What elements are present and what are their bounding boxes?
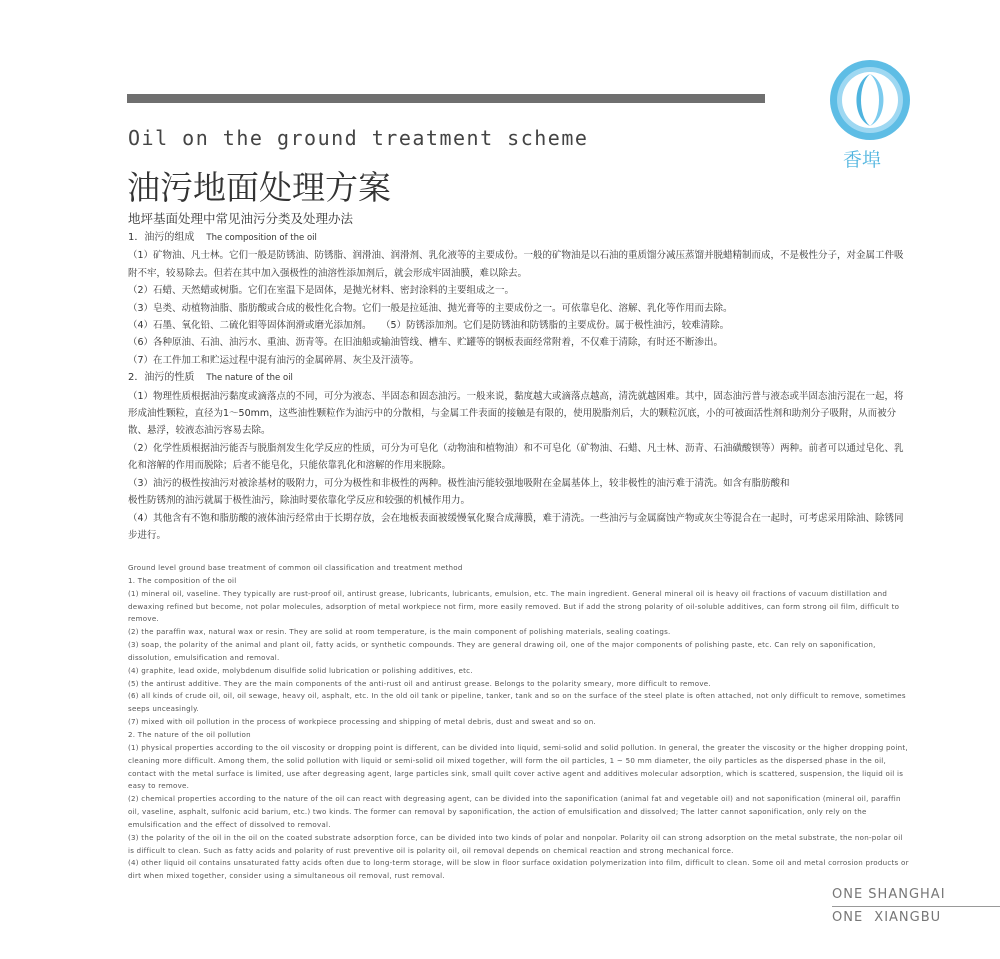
paragraph: （1）矿物油、凡士林。它们一般是防锈油、防锈脂、润滑油、润滑剂、乳化液等的主要成份。一般的矿物油是以石油的重质馏分减压蒸馏并脱蜡精制而成，不是极性分子，对金属工件吸附不牢，较易除去。但若在其中加入强极性的油溶性添加剂后，就会形成牢固油膜，难以除去。 <box>128 250 904 279</box>
circle-logo-icon <box>830 60 910 140</box>
footer-line-2: ONE XIANGBU <box>832 910 942 925</box>
english-body <box>128 562 910 883</box>
paragraph: Ground level ground base treatment of common oil classification and treatment method <box>128 563 463 572</box>
paragraph: (4) graphite, lead oxide, molybdenum disulfide solid lubrication or polishing additives, etc. <box>128 665 473 675</box>
paragraph: (5) the antirust additive. They are the main components of the anti-rust oil and antirust grease. Belongs to the polarity smeary, more difficult to remove. <box>128 678 711 688</box>
paragraph: （3）油污的极性按油污对被涂基材的吸附力，可分为极性和非极性的两种。极性油污能较强地吸附在金属基体上，较非极性的油污难于清洗。如含有脂肪酸和 <box>128 477 790 489</box>
paragraph: （4）石墨、氧化铅、二硫化钼等固体润滑或磨光添加剂。 （5）防锈添加剂。它们是防锈油和防锈脂的主要成份。属于极性油污，较难清除。 <box>128 320 730 332</box>
paragraph: (3) the polarity of the oil in the oil on the coated substrate adsorption force, can be divided into two kinds of polar and nonpolar. Polarity oil can strong adsorption on the metal substrate, the non-polar oil is difficult to clean. Such as fatty acids and polarity of rust preventive oil is polarity oil, oil removal depends on chemical reaction and strong mechanical force. <box>128 832 903 855</box>
paragraph: (1) physical properties according to the oil viscosity or dropping point is different, can be divided into liquid, semi-solid and solid pollution. In general, the greater the viscosity or the higher dropping point, cleaning more difficult. Among them, the solid pollution with liquid or semi-solid oil mixed together, will form the oil particles, 1 ~ 50 mm diameter, the oily particles as the dispersed phase in the oil, contact with the metal surface is limited, use after degreasing agent, large particles sink, small quilt cover active agent and additives molecular adsorption, which is scattered, suspension, the liquid oil is easy to remove. <box>128 742 908 791</box>
page-title-en: Oil on the ground treatment scheme <box>128 126 589 150</box>
footer-divider <box>832 906 1000 907</box>
paragraph: （7）在工件加工和贮运过程中混有油污的金属碎屑、灰尘及汗渍等。 <box>128 354 420 366</box>
paragraph: (6) all kinds of crude oil, oil, oil sewage, heavy oil, asphalt, etc. In the old oil tank or pipeline, tanker, tank and so on the surface of the steel plate is often attached, not only difficult to remove, sometimes seeps unceasingly. <box>128 691 906 714</box>
section-heading: 1．油污的组成 The composition of the oil <box>128 232 317 243</box>
paragraph: 2. The nature of the oil pollution <box>128 729 251 739</box>
paragraph: 1. The composition of the oil <box>128 575 237 585</box>
paragraph: （2）石蜡、天然蜡或树脂。它们在室温下是固体，是抛光材料、密封涂料的主要组成之一。 <box>128 285 515 297</box>
header-bar <box>127 94 765 103</box>
paragraph: （3）皂类、动植物油脂、脂肪酸或合成的极性化合物。它们一般是拉延油、抛光膏等的主要成份之一。可依靠皂化、溶解、乳化等作用而去除。 <box>128 302 733 314</box>
paragraph: (2) chemical properties according to the nature of the oil can react with degreasing agent, can be divided into the saponification (animal fat and vegetable oil) and not saponification (mineral oil, paraffin oil, vaseline, asphalt, sulfonic acid barium, etc.) two kinds. The former can removal by saponification, the action of emulsification and dissolved; The latter cannot saponification, only rely on the emulsification and the effect of dissolved to removal. <box>128 794 901 829</box>
page-subtitle: 地坪基面处理中常见油污分类及处理办法 <box>128 211 354 226</box>
paragraph: （1）物理性质根据油污黏度或滴落点的不同，可分为液态、半固态和固态油污。一般来说，黏度越大或滴落点越高，清洗就越困难。其中，固态油污普与液态或半固态油污混在一起，将形成油性颗粒，直径为1～50mm，这些油性颗粒作为油污中的分散相，与金属工件表面的接触是有限的，使用脱脂剂后，大的颗粒沉底，小的可被面活性剂和助剂分子吸附，从而被分散、悬浮，较液态油污容易去除。 <box>128 390 904 437</box>
page-title: 油污地面处理方案 <box>127 168 391 207</box>
section-heading: 2．油污的性质 The nature of the oil <box>128 372 293 384</box>
paragraph: （2）化学性质根据油污能否与脱脂剂发生化学反应的性质，可分为可皂化（动物油和植物油）和不可皂化（矿物油、石蜡、凡士林、沥青、石油磺酸钡等）两种。前者可以通过皂化、乳化和溶解的作用而脱除；后者不能皂化，只能依靠乳化和溶解的作用来脱除。 <box>128 442 904 472</box>
chinese-body <box>128 229 910 544</box>
paragraph: (7) mixed with oil pollution in the process of workpiece processing and shipping of metal debris, dust and sweat and so on. <box>128 717 596 727</box>
paragraph: (3) soap, the polarity of the animal and plant oil, fatty acids, or synthetic compounds. They are general drawing oil, one of the major components of polishing paste, etc. Can rely on saponification, dissolution, emulsification and removal. <box>128 640 876 662</box>
paragraph: 极性防锈剂的油污就属于极性油污，除油时要依靠化学反应和较强的机械作用力。 <box>128 495 471 507</box>
paragraph: (2) the paraffin wax, natural wax or resin. They are solid at room temperature, is the main component of polishing materials, sealing coatings. <box>128 627 671 637</box>
paragraph: (4) other liquid oil contains unsaturated fatty acids often due to long-term storage, will be slow in floor surface oxidation polymerization into film, difficult to clean. Some oil and metal corrosion products or dirt when mixed together, consider using a simultaneous oil removal, rust removal. <box>128 858 909 881</box>
paragraph: （6）各种原油、石油、油污水、重油、沥青等。在旧油船或输油管线、槽车、贮罐等的钢板表面经常附着，不仅难于清除，有时还不断渗出。 <box>128 337 724 349</box>
paragraph: (1) mineral oil, vaseline. They typically are rust-proof oil, antirust grease, lubricants, lubricants, emulsion, etc. The main ingredient. General mineral oil is heavy oil fractions of vacuum distillation and dewaxing refined but become, not polar molecules, adsorption of metal workpiece not firm, more easily removed. But if add the strong polarity of oil-soluble additives, can form strong oil film, difficult to remove. <box>128 588 900 624</box>
brand-name: 香埠 <box>843 149 882 171</box>
paragraph: （4）其他含有不饱和脂肪酸的液体油污经常由于长期存放，会在地板表面被缓慢氧化聚合成薄膜，难于清洗。一些油污与金属腐蚀产物或灰尘等混合在一起时，可考虑采用除油、除锈同步进行。 <box>128 512 904 541</box>
footer-line-1: ONE SHANGHAI <box>832 887 946 902</box>
